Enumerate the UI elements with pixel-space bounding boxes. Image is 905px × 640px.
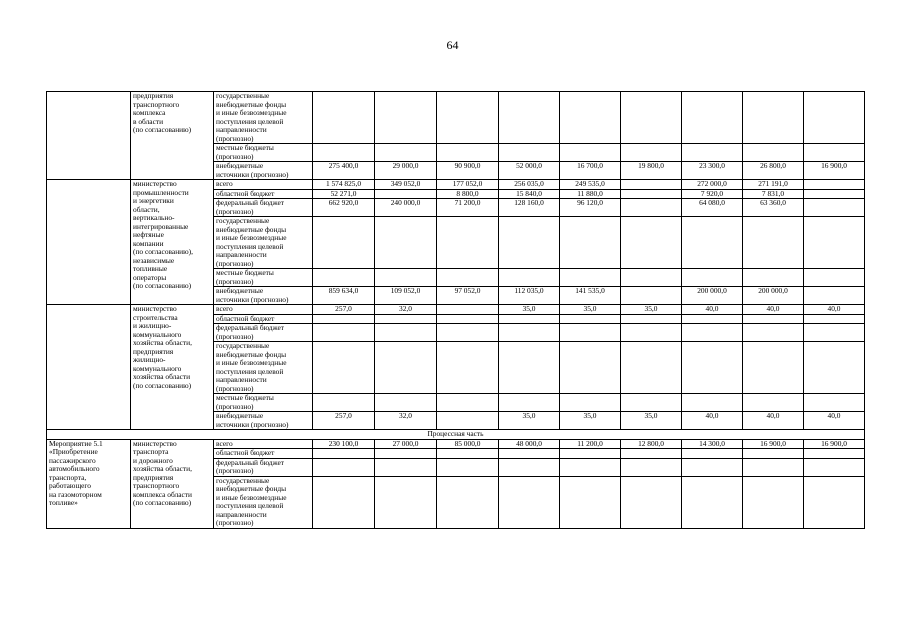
value-cell — [621, 449, 682, 459]
value-cell — [560, 92, 621, 144]
value-cell — [375, 314, 437, 324]
value-cell — [621, 269, 682, 287]
value-cell — [682, 269, 743, 287]
value-cell — [499, 144, 560, 162]
value-cell — [313, 217, 375, 269]
value-cell — [560, 458, 621, 476]
value-cell — [682, 314, 743, 324]
value-cell — [804, 394, 865, 412]
value-cell: 272 000,0 — [682, 180, 743, 190]
page-number: 64 — [446, 38, 459, 52]
value-cell: 349 052,0 — [375, 180, 437, 190]
value-cell: 29 000,0 — [375, 162, 437, 180]
value-cell: 27 000,0 — [375, 439, 437, 449]
value-cell: 1 574 825,0 — [313, 180, 375, 190]
value-cell — [621, 144, 682, 162]
value-cell — [375, 476, 437, 528]
value-cell — [437, 144, 499, 162]
label-cell: министерство промышленности и энергетики области, вертикально- интегрированные нефтяные компании (по согласованию), независимые топливные операторы (по согласованию) — [131, 180, 214, 305]
value-cell — [560, 394, 621, 412]
label-cell: внебюджетные источники (прогнозно) — [214, 287, 313, 305]
value-cell — [743, 449, 804, 459]
label-cell: федеральный бюджет (прогнозно) — [214, 199, 313, 217]
value-cell — [682, 394, 743, 412]
value-cell — [499, 217, 560, 269]
value-cell — [804, 458, 865, 476]
value-cell — [621, 199, 682, 217]
value-cell — [437, 394, 499, 412]
value-cell — [682, 144, 743, 162]
value-cell — [804, 287, 865, 305]
value-cell — [375, 449, 437, 459]
value-cell — [621, 314, 682, 324]
value-cell — [437, 314, 499, 324]
value-cell: 40,0 — [682, 305, 743, 315]
value-cell — [804, 314, 865, 324]
value-cell: 97 052,0 — [437, 287, 499, 305]
label-cell — [47, 92, 131, 180]
value-cell: 12 800,0 — [621, 439, 682, 449]
value-cell — [560, 269, 621, 287]
value-cell: 16 900,0 — [743, 439, 804, 449]
value-cell: 15 840,0 — [499, 189, 560, 199]
value-cell — [621, 394, 682, 412]
value-cell — [375, 92, 437, 144]
value-cell — [743, 458, 804, 476]
value-cell — [804, 476, 865, 528]
value-cell — [437, 269, 499, 287]
table-row — [47, 180, 865, 190]
label-cell: Мероприятие 5.1 «Приобретение пассажирского автомобильного транспорта, работающего на газомоторном топливе» — [47, 439, 131, 528]
value-cell — [313, 449, 375, 459]
label-cell: местные бюджеты (прогнозно) — [214, 269, 313, 287]
value-cell — [437, 217, 499, 269]
value-cell: 52 000,0 — [499, 162, 560, 180]
value-cell: 8 800,0 — [437, 189, 499, 199]
value-cell: 7 831,0 — [743, 189, 804, 199]
value-cell: 26 800,0 — [743, 162, 804, 180]
value-cell — [437, 412, 499, 430]
value-cell — [804, 144, 865, 162]
value-cell — [560, 324, 621, 342]
value-cell — [375, 324, 437, 342]
value-cell — [804, 217, 865, 269]
value-cell — [743, 476, 804, 528]
value-cell — [499, 458, 560, 476]
value-cell — [682, 449, 743, 459]
table-row — [47, 92, 865, 144]
value-cell — [499, 92, 560, 144]
label-cell: государственные внебюджетные фонды и иные безвозмездные поступления целевой направленности (прогнозно) — [214, 92, 313, 144]
value-cell — [499, 476, 560, 528]
value-cell: 16 900,0 — [804, 162, 865, 180]
label-cell: областной бюджет — [214, 314, 313, 324]
value-cell — [804, 324, 865, 342]
value-cell — [313, 144, 375, 162]
value-cell: 19 800,0 — [621, 162, 682, 180]
value-cell — [313, 476, 375, 528]
value-cell: 32,0 — [375, 412, 437, 430]
value-cell — [313, 394, 375, 412]
value-cell: 35,0 — [499, 305, 560, 315]
value-cell — [437, 458, 499, 476]
value-cell — [560, 314, 621, 324]
value-cell — [621, 324, 682, 342]
label-cell: внебюджетные источники (прогнозно) — [214, 162, 313, 180]
value-cell — [375, 144, 437, 162]
value-cell — [313, 458, 375, 476]
value-cell — [621, 217, 682, 269]
value-cell: 16 900,0 — [804, 439, 865, 449]
label-cell: всего — [214, 305, 313, 315]
value-cell: 128 160,0 — [499, 199, 560, 217]
value-cell — [560, 476, 621, 528]
value-cell — [560, 217, 621, 269]
value-cell: 96 120,0 — [560, 199, 621, 217]
value-cell — [804, 342, 865, 394]
value-cell — [437, 92, 499, 144]
value-cell — [682, 92, 743, 144]
value-cell: 40,0 — [682, 412, 743, 430]
value-cell — [682, 342, 743, 394]
value-cell — [437, 324, 499, 342]
value-cell: 11 200,0 — [560, 439, 621, 449]
label-cell: областной бюджет — [214, 449, 313, 459]
value-cell: 14 300,0 — [682, 439, 743, 449]
value-cell — [621, 476, 682, 528]
label-cell — [47, 180, 131, 305]
value-cell: 85 000,0 — [437, 439, 499, 449]
value-cell — [375, 189, 437, 199]
value-cell: 7 920,0 — [682, 189, 743, 199]
label-cell: федеральный бюджет (прогнозно) — [214, 324, 313, 342]
value-cell — [560, 449, 621, 459]
value-cell: 35,0 — [560, 412, 621, 430]
label-cell: областной бюджет — [214, 189, 313, 199]
label-cell: министерство строительства и жилищно- коммунального хозяйства области, предприятия жилищно- коммунального хозяйства области (по согласованию) — [131, 305, 214, 430]
value-cell — [743, 314, 804, 324]
label-cell: внебюджетные источники (прогнозно) — [214, 412, 313, 430]
value-cell: 32,0 — [375, 305, 437, 315]
value-cell — [804, 449, 865, 459]
value-cell: 35,0 — [499, 412, 560, 430]
value-cell: 52 271,0 — [313, 189, 375, 199]
label-cell — [47, 305, 131, 430]
value-cell — [743, 324, 804, 342]
label-cell: всего — [214, 439, 313, 449]
value-cell: 200 000,0 — [682, 287, 743, 305]
value-cell — [621, 92, 682, 144]
value-cell: 90 900,0 — [437, 162, 499, 180]
value-cell: 275 400,0 — [313, 162, 375, 180]
label-cell: всего — [214, 180, 313, 190]
value-cell: 35,0 — [621, 305, 682, 315]
value-cell: 40,0 — [743, 305, 804, 315]
value-cell — [743, 144, 804, 162]
value-cell — [499, 324, 560, 342]
label-cell: министерство транспорта и дорожного хозяйства области, предприятия транспортного комплекса области (по согласованию) — [131, 439, 214, 528]
value-cell: 177 052,0 — [437, 180, 499, 190]
value-cell: 859 634,0 — [313, 287, 375, 305]
value-cell — [437, 476, 499, 528]
value-cell: 141 535,0 — [560, 287, 621, 305]
value-cell — [375, 394, 437, 412]
value-cell — [499, 269, 560, 287]
value-cell: 23 300,0 — [682, 162, 743, 180]
value-cell — [499, 314, 560, 324]
value-cell — [437, 342, 499, 394]
table-row — [47, 439, 865, 449]
value-cell: 662 920,0 — [313, 199, 375, 217]
value-cell: 256 035,0 — [499, 180, 560, 190]
section-heading: Процессная часть — [47, 430, 865, 440]
value-cell — [621, 458, 682, 476]
label-cell: предприятия транспортного комплекса в области (по согласованию) — [131, 92, 214, 180]
value-cell — [804, 92, 865, 144]
value-cell: 40,0 — [743, 412, 804, 430]
value-cell — [804, 180, 865, 190]
value-cell: 240 000,0 — [375, 199, 437, 217]
value-cell — [804, 199, 865, 217]
value-cell — [804, 189, 865, 199]
value-cell — [743, 269, 804, 287]
value-cell — [375, 342, 437, 394]
value-cell — [560, 342, 621, 394]
value-cell — [804, 269, 865, 287]
value-cell: 16 700,0 — [560, 162, 621, 180]
label-cell: местные бюджеты (прогнозно) — [214, 144, 313, 162]
value-cell: 257,0 — [313, 305, 375, 315]
value-cell — [313, 324, 375, 342]
value-cell — [621, 180, 682, 190]
budget-table — [46, 91, 865, 529]
value-cell — [560, 144, 621, 162]
value-cell: 109 052,0 — [375, 287, 437, 305]
value-cell: 40,0 — [804, 305, 865, 315]
section-row — [47, 430, 865, 440]
value-cell — [499, 342, 560, 394]
value-cell: 63 360,0 — [743, 199, 804, 217]
label-cell: государственные внебюджетные фонды и иные безвозмездные поступления целевой направленности (прогнозно) — [214, 342, 313, 394]
budget-table-body — [47, 92, 865, 529]
value-cell — [313, 314, 375, 324]
value-cell: 249 535,0 — [560, 180, 621, 190]
value-cell: 257,0 — [313, 412, 375, 430]
value-cell — [375, 217, 437, 269]
value-cell — [437, 305, 499, 315]
value-cell — [621, 189, 682, 199]
label-cell: федеральный бюджет (прогнозно) — [214, 458, 313, 476]
label-cell: государственные внебюджетные фонды и иные безвозмездные поступления целевой направленности (прогнозно) — [214, 217, 313, 269]
label-cell: государственные внебюджетные фонды и иные безвозмездные поступления целевой направленности (прогнозно) — [214, 476, 313, 528]
value-cell — [375, 458, 437, 476]
label-cell: местные бюджеты (прогнозно) — [214, 394, 313, 412]
value-cell — [375, 269, 437, 287]
value-cell: 40,0 — [804, 412, 865, 430]
value-cell — [437, 449, 499, 459]
value-cell — [743, 92, 804, 144]
value-cell — [743, 217, 804, 269]
value-cell — [743, 394, 804, 412]
value-cell: 271 191,0 — [743, 180, 804, 190]
value-cell: 48 000,0 — [499, 439, 560, 449]
value-cell: 11 880,0 — [560, 189, 621, 199]
value-cell — [621, 342, 682, 394]
value-cell: 230 100,0 — [313, 439, 375, 449]
value-cell: 71 200,0 — [437, 199, 499, 217]
table-row — [47, 305, 865, 315]
value-cell — [682, 324, 743, 342]
value-cell — [743, 342, 804, 394]
value-cell — [313, 92, 375, 144]
value-cell — [682, 458, 743, 476]
value-cell — [499, 394, 560, 412]
value-cell — [313, 269, 375, 287]
value-cell: 35,0 — [621, 412, 682, 430]
value-cell: 200 000,0 — [743, 287, 804, 305]
value-cell — [499, 449, 560, 459]
value-cell: 35,0 — [560, 305, 621, 315]
value-cell — [621, 287, 682, 305]
value-cell — [682, 217, 743, 269]
value-cell: 64 080,0 — [682, 199, 743, 217]
value-cell — [682, 476, 743, 528]
value-cell — [313, 342, 375, 394]
value-cell: 112 035,0 — [499, 287, 560, 305]
